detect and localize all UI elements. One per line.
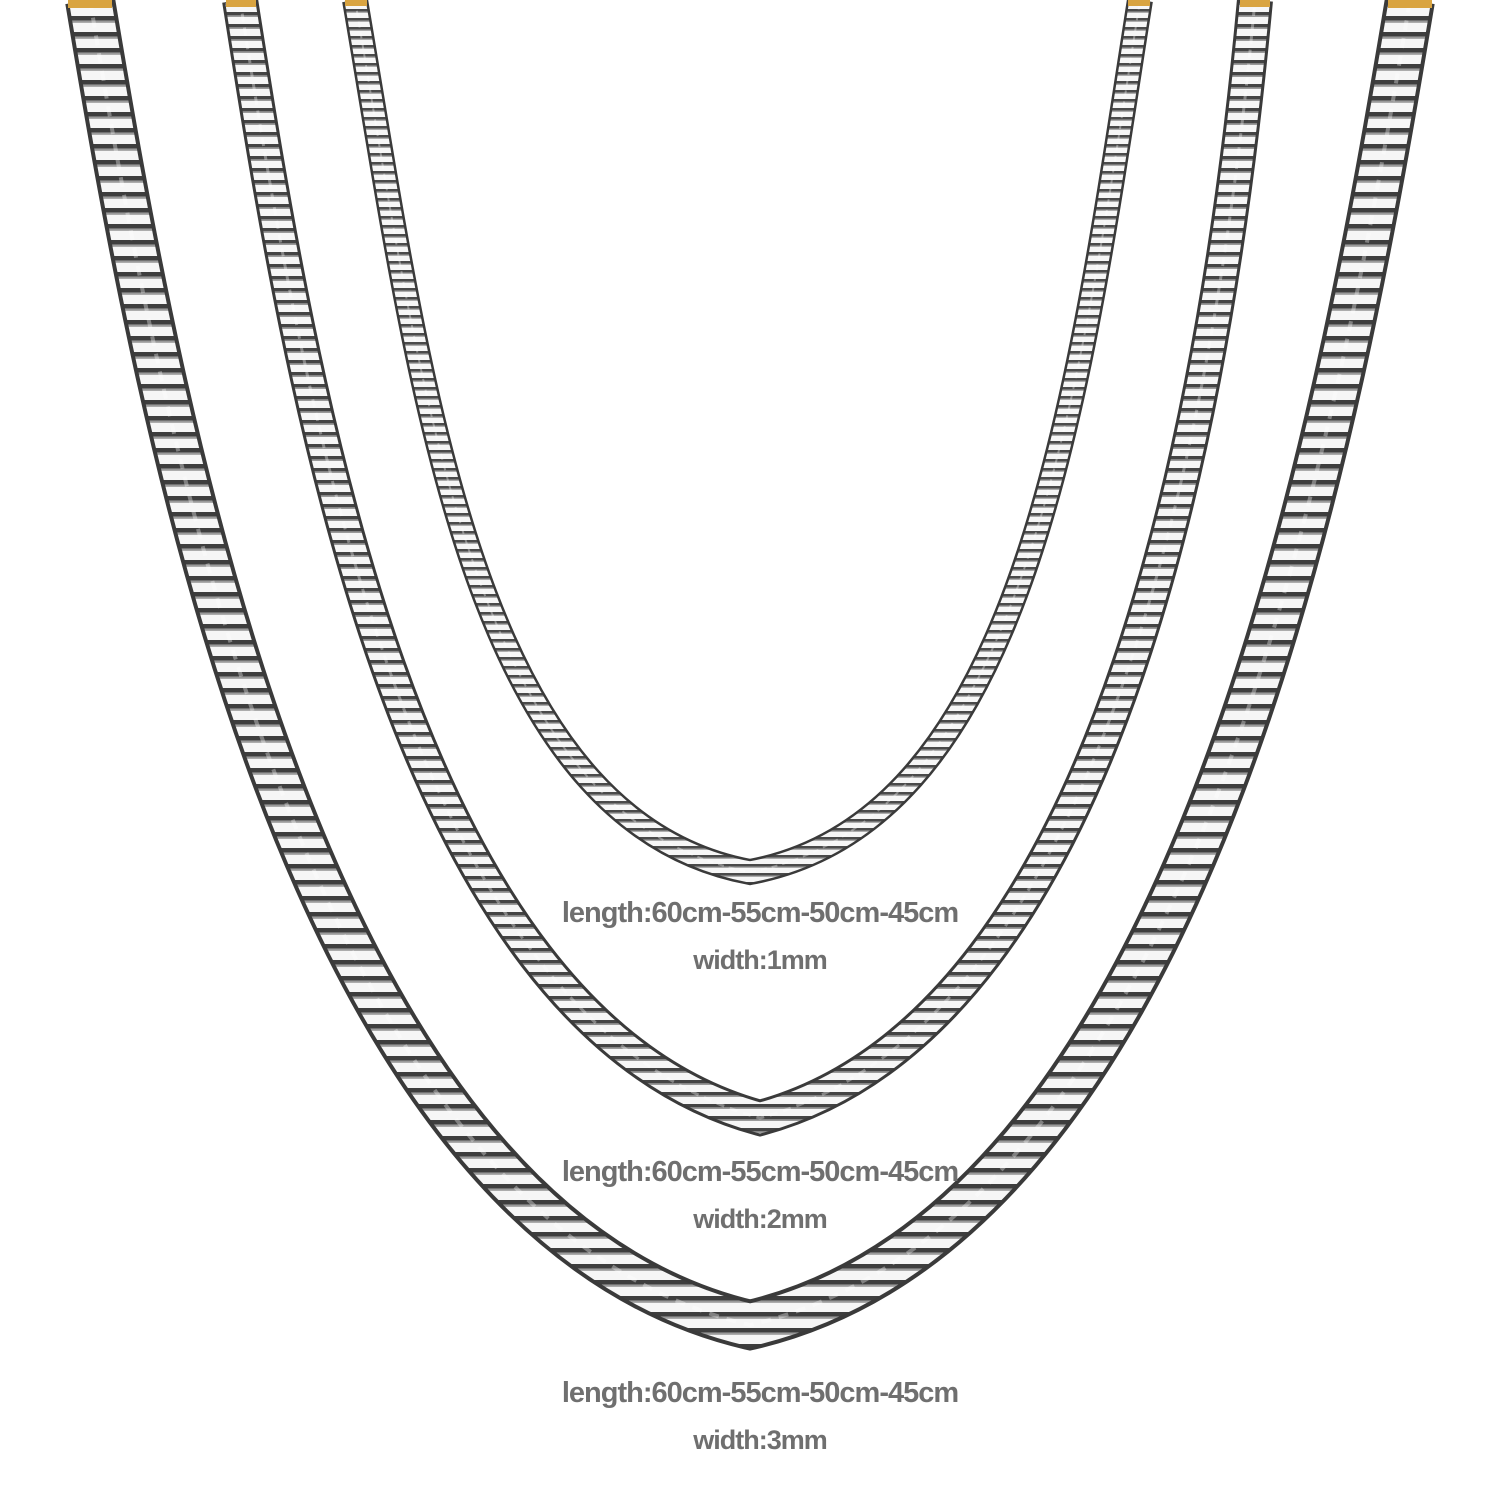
clasp-end [345,0,367,6]
chain-1mm-outline [355,0,1140,872]
chain-1mm-highlight [355,0,1140,872]
chain-1mm-width-label: width:1mm [693,945,827,975]
chain-1mm [355,0,1140,872]
chain-3mm-width-label: width:3mm [693,1425,827,1455]
chain-2mm-width-label: width:2mm [693,1204,827,1234]
chain-1mm-links [355,0,1140,872]
clasp-end [68,0,112,8]
clasp-end [1240,0,1270,7]
chain-2mm-length-label: length:60cm-55cm-50cm-45cm [561,1156,959,1188]
clasp-ends [68,0,1432,8]
clasp-end [226,0,256,7]
clasp-end [1128,0,1150,6]
clasp-end [1388,0,1432,8]
chain-1mm-length-label: length:60cm-55cm-50cm-45cm [561,897,959,929]
chain-3mm-length-label: length:60cm-55cm-50cm-45cm [561,1377,959,1409]
